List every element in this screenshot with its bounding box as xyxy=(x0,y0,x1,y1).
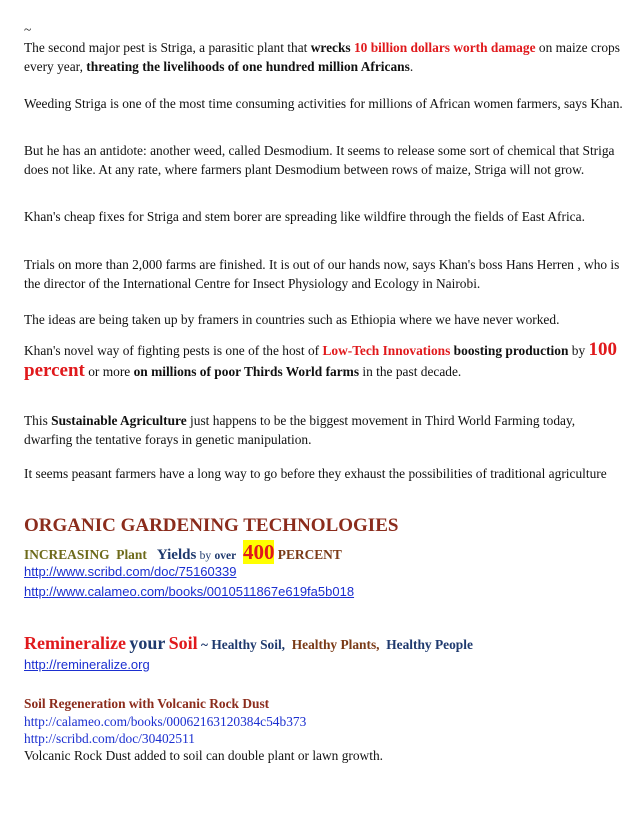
word-remineralize: Remineralize xyxy=(24,633,126,653)
text: in the past decade. xyxy=(359,364,462,379)
paragraph-ideas: The ideas are being taken up by framers in countries such as Ethiopia where we have never worked. xyxy=(24,312,560,327)
bold-sustainable: Sustainable Agriculture xyxy=(51,413,187,428)
highlight-damage: 10 billion dollars worth damage xyxy=(353,40,536,55)
bold-text: on millions of poor Thirds World farms xyxy=(133,364,360,379)
paragraph-striga xyxy=(24,38,624,76)
link-scribd-75160339[interactable]: http://www.scribd.com/doc/75160339 xyxy=(24,564,237,579)
bold-text: threating the livelihoods of one hundred million Africans xyxy=(86,59,410,74)
highlight-low-tech: Low-Tech Innovations xyxy=(322,343,451,358)
text: or more xyxy=(84,364,134,379)
paragraph-trials: Trials on more than 2,000 farms are finished. It is out of our hands now, says Khan's boss Hans Herren , who is the director of the International Centre for Insect Physiology and Ecology in Nairobi. xyxy=(24,257,620,291)
healthy-plants: Healthy Plants, xyxy=(291,637,380,652)
word-your: your xyxy=(129,633,166,653)
paragraph-sustainable xyxy=(24,411,624,449)
word-increasing: INCREASING xyxy=(24,547,110,562)
highlight-100-percent: 100 percent xyxy=(24,339,617,381)
tilde-mark: ~ xyxy=(24,22,32,37)
link-scribd-30402511[interactable]: http://scribd.com/doc/30402511 xyxy=(24,731,195,746)
text: This xyxy=(24,413,52,428)
heading-organic: ORGANIC GARDENING TECHNOLOGIES xyxy=(24,515,399,536)
word-percent: PERCENT xyxy=(277,547,342,562)
healthy-soil: Healthy Soil, xyxy=(211,637,286,652)
word-plant: Plant xyxy=(116,547,147,562)
text: just happens to be the biggest movement in Third World Farming today, dwarfing the tentative forays in genetic manipulation. xyxy=(24,413,576,447)
word-over: over xyxy=(214,550,237,562)
text: Khan's novel way of fighting pests is one of the host of xyxy=(24,343,323,358)
organic-links xyxy=(24,562,624,602)
paragraph-peasant: It seems peasant farmers have a long way to go before they exhaust the possibilities of traditional agriculture xyxy=(24,466,607,481)
number-400: 400 xyxy=(242,540,275,564)
paragraph-weeding: Weeding Striga is one of the most time consuming activities for millions of African women farmers, says Khan. xyxy=(24,96,623,111)
paragraph-rock-dust: Volcanic Rock Dust added to soil can double plant or lawn growth. xyxy=(24,748,383,763)
link-calameo-00062163120384[interactable]: http://calameo.com/books/00062163120384c54b373 xyxy=(24,714,307,729)
heading-remineralize xyxy=(24,631,624,657)
link-remineralize-org[interactable]: http://remineralize.org xyxy=(24,657,150,672)
word-yields: Yields xyxy=(156,547,197,563)
remineralize-link-row xyxy=(24,655,624,675)
text: The second major pest is Striga, a parasitic plant that xyxy=(24,40,311,55)
link-calameo-0010511867[interactable]: http://www.calameo.com/books/0010511867e619fa5b018 xyxy=(24,584,355,599)
word-by: by xyxy=(199,550,212,562)
text: . xyxy=(409,59,414,74)
text: by xyxy=(568,343,589,358)
paragraph-antidote: But he has an antidote: another weed, called Desmodium. It seems to release some sort of chemical that Striga does not like. At any rate, where farmers plant Desmodium between rows of maize, Striga will not grow. xyxy=(24,143,615,177)
tilde-separator: ~ xyxy=(201,637,209,652)
word-soil: Soil xyxy=(168,633,198,653)
heading-soil-regeneration: Soil Regeneration with Volcanic Rock Dust xyxy=(24,696,270,711)
paragraph-low-tech xyxy=(24,340,624,382)
paragraph-cheap-fixes: Khan's cheap fixes for Striga and stem borer are spreading like wildfire through the fields of East Africa. xyxy=(24,209,585,224)
healthy-people: Healthy People xyxy=(386,637,473,652)
text: on maize crops every year, xyxy=(24,40,620,74)
bold-text: wrecks xyxy=(310,40,351,55)
bold-text: boosting production xyxy=(450,343,569,358)
